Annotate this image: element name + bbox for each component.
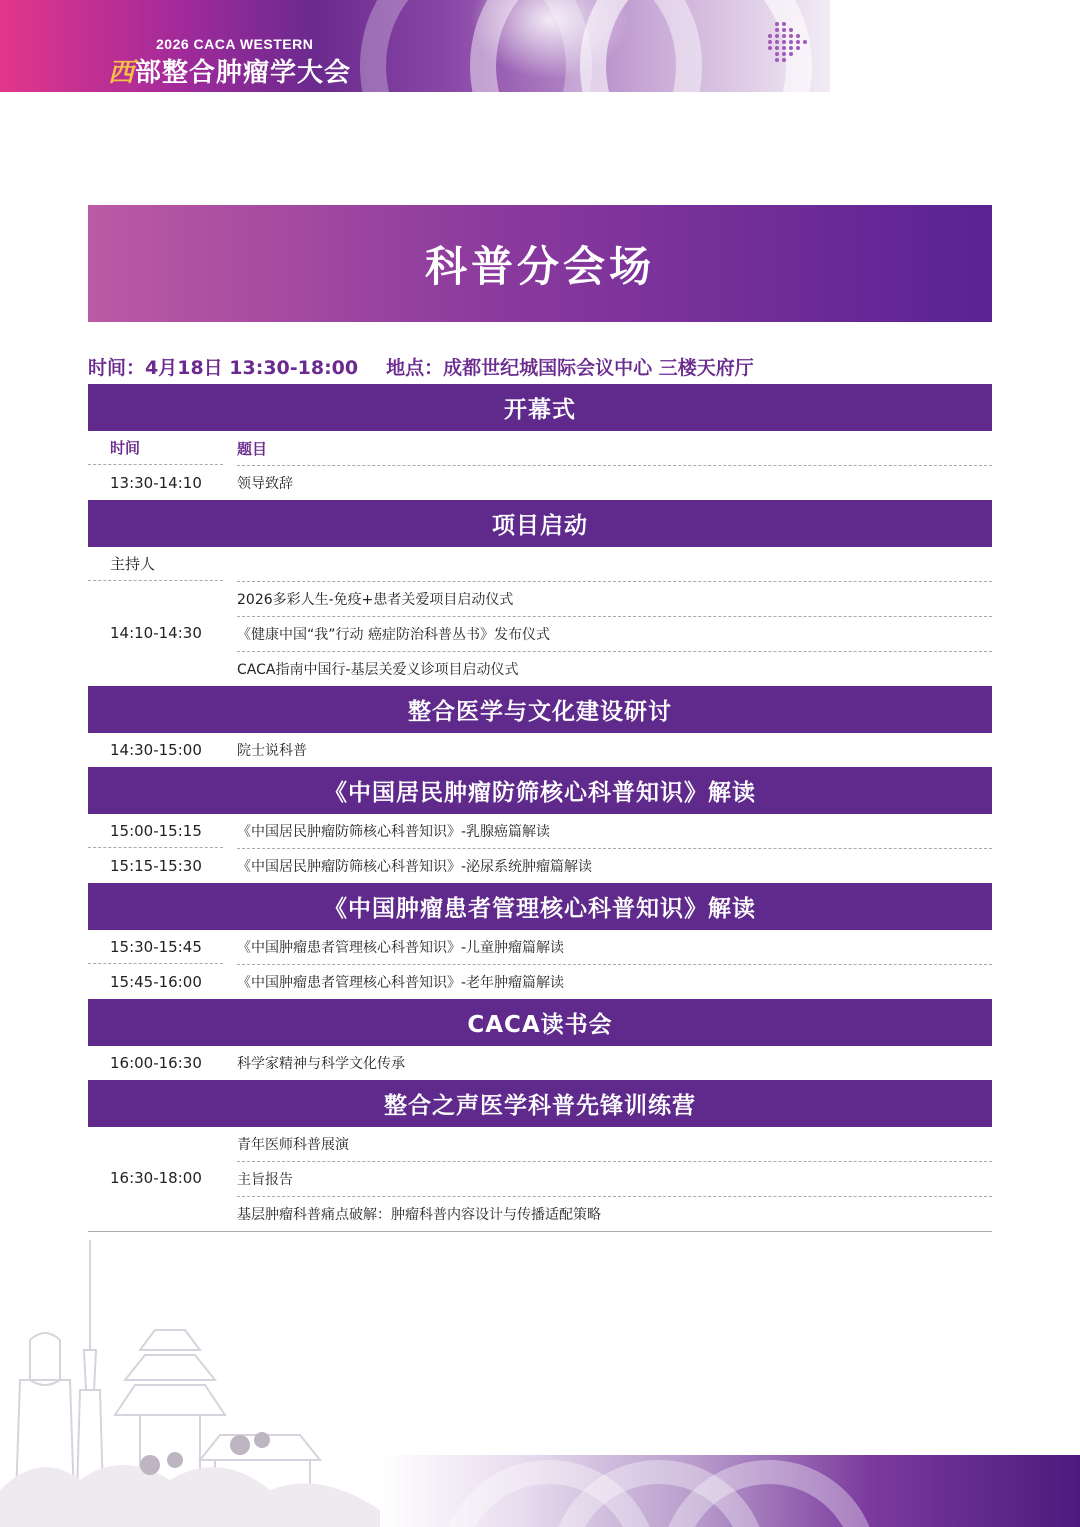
agenda-topic: 科学家精神与科学文化传承 bbox=[237, 1056, 405, 1072]
table-header-row bbox=[88, 431, 992, 466]
section-header: 《中国肿瘤患者管理核心科普知识》解读 bbox=[88, 883, 992, 930]
agenda-time: 14:30-15:00 bbox=[110, 741, 202, 759]
agenda-topic: 领导致辞 bbox=[237, 476, 293, 492]
agenda-time: 16:30-18:00 bbox=[110, 1169, 202, 1187]
header-banner bbox=[0, 0, 830, 92]
agenda-topic: CACA指南中国行-基层关爱义诊项目启动仪式 bbox=[237, 662, 519, 678]
agenda-row bbox=[88, 466, 992, 500]
agenda-topic: 《中国肿瘤患者管理核心科普知识》-老年肿瘤篇解读 bbox=[237, 975, 565, 991]
agenda-time: 15:45-16:00 bbox=[110, 973, 202, 991]
agenda-time: 16:00-16:30 bbox=[110, 1054, 202, 1072]
section-header: 整合医学与文化建设研讨 bbox=[88, 686, 992, 733]
agenda-topic: 院士说科普 bbox=[237, 743, 307, 759]
agenda-row bbox=[88, 547, 992, 582]
section-header: CACA读书会 bbox=[88, 999, 992, 1046]
logo-chinese bbox=[108, 52, 351, 89]
dot-arrow-icon bbox=[768, 22, 820, 66]
agenda-topic: 青年医师科普展演 bbox=[237, 1127, 992, 1162]
agenda-row bbox=[88, 930, 992, 965]
agenda-topic: 基层肿瘤科普痛点破解：肿瘤科普内容设计与传播适配策略 bbox=[237, 1207, 601, 1223]
page-title: 科普分会场 bbox=[424, 241, 655, 291]
footer-band bbox=[380, 1455, 1080, 1527]
section-header: 项目启动 bbox=[88, 500, 992, 547]
agenda-topic: 《中国肿瘤患者管理核心科普知识》-儿童肿瘤篇解读 bbox=[237, 930, 992, 965]
logo-first-char: 西 bbox=[108, 58, 136, 88]
agenda-topic: 2026多彩人生-免疫+患者关爱项目启动仪式 bbox=[237, 582, 992, 617]
agenda-topic: 《中国居民肿瘤防筛核心科普知识》-乳腺癌篇解读 bbox=[237, 814, 992, 849]
agenda-time: 13:30-14:10 bbox=[110, 474, 202, 492]
agenda-time: 15:30-15:45 bbox=[88, 930, 223, 964]
agenda-time: 14:10-14:30 bbox=[110, 624, 202, 642]
title-block bbox=[88, 205, 992, 322]
column-header-topic: 题目 bbox=[237, 431, 992, 466]
agenda-row bbox=[88, 1046, 992, 1080]
agenda-row bbox=[88, 1127, 992, 1232]
agenda-row bbox=[88, 814, 992, 849]
agenda bbox=[88, 384, 992, 1232]
agenda-topic: 主旨报告 bbox=[237, 1162, 992, 1197]
agenda-topic: 《健康中国“我”行动 癌症防治科普丛书》发布仪式 bbox=[237, 617, 992, 652]
agenda-time: 主持人 bbox=[88, 547, 223, 581]
agenda-row bbox=[88, 733, 992, 767]
agenda-time: 15:15-15:30 bbox=[110, 857, 202, 875]
section-header: 开幕式 bbox=[88, 384, 992, 431]
agenda-row bbox=[88, 582, 992, 686]
session-location: 地点：成都世纪城国际会议中心 三楼天府厅 bbox=[386, 357, 754, 379]
agenda-topic bbox=[237, 547, 992, 582]
agenda-row bbox=[88, 849, 992, 883]
agenda-row bbox=[88, 965, 992, 999]
agenda-topic: 《中国居民肿瘤防筛核心科普知识》-泌尿系统肿瘤篇解读 bbox=[237, 859, 593, 875]
info-line bbox=[88, 353, 754, 380]
agenda-time: 15:00-15:15 bbox=[88, 814, 223, 848]
city-skyline-illustration bbox=[0, 1230, 380, 1527]
column-header-time: 时间 bbox=[88, 431, 223, 465]
section-header: 《中国居民肿瘤防筛核心科普知识》解读 bbox=[88, 767, 992, 814]
logo-english: 2026 CACA WESTERN bbox=[156, 36, 314, 52]
logo-rest: 部整合肿瘤学大会 bbox=[135, 58, 352, 88]
session-time: 时间：4月18日 13:30-18:00 bbox=[88, 357, 359, 379]
section-header: 整合之声医学科普先锋训练营 bbox=[88, 1080, 992, 1127]
